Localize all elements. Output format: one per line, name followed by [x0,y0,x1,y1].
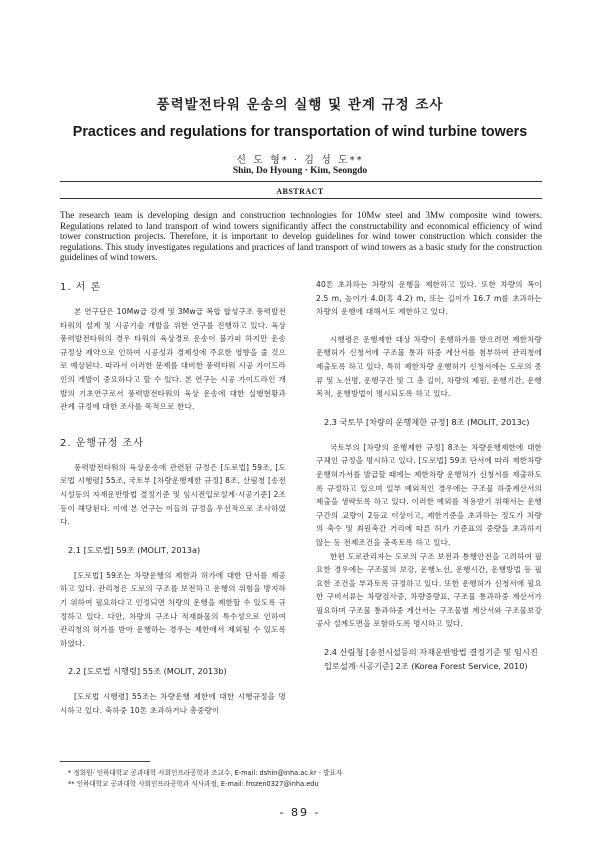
left-column [60,278,286,717]
section-2-3-heading: 2.3 국토부 [차량의 운행제한 규정] 8조 (MOLIT, 2013c) [324,416,530,427]
paper-title-english: Practices and regulations for transportation of wind turbine towers [72,124,528,140]
page-number: - 89 - [279,806,321,819]
section-1-paragraph: 본 연구단은 10Mw급 강재 및 3Mw급 복합 합성구조 풍력발전타워의 설계 및 시공기술 개발을 위한 연구를 진행하고 있다. 육상 풍력발전타워의 경우 타워의 육상경로 운송이 불가피 하지만 운송규정상 제약으로 인하여 시공성과 경제성에 주요한 영향을 줄 것으로 예상된다. 따라서 이러한 문제를 대비한 풍력타워 시공 가이드라인의 개발이 중요하다고 할 수 있다. 본 연구는 시공 가이드라인 개발의 기초연구로서 풍력발전타워의 육상 운송에 대한 실행현황과 관계 규정에 대한 조사를 목적으로 한다. [60,307,286,412]
section-2-2-continued-paragraph: 40톤 초과하는 차량의 운행을 제한하고 있다. 또한 차량의 폭이 2.5 m, 높이가 4.0(혹 4.2) m, 또는 길이가 16.7 m를 초과하는 차량의 운행에 대해서도 제한하고 있다. [316,280,542,317]
section-2-3-paragraph-1: 국토부의 [차량의 운행제한 규정] 8조는 차량운행제한에 대한 구체인 규정을 명시하고 있다. [도로법] 59조 단서에 따라 제한차량 운행허가서를 발급할 때에는 제한차량 운행허가 신청서를 제출하도록 규정하고 있으며 일부 예외적인 경우에는 구조물 하중계산서의 제출을 생략토록 하고 있다. 이러한 예외를 적용받기 위해서는 운행구간의 교량이 2등교 이상이고, 제한기준을 초과하는 정도가 차량의 축수 및 최원축간 거리에 따른 허가 기준표의 중량을 초과하지 않는 등 전제조건을 충족토록 하고 있다. [316,442,542,547]
section-2-3-paragraph-2: 한편 도로관리자는 도로의 구조 보전과 통행안전을 고려하여 필요한 경우에는 구조물의 보강, 운행노선, 운행시간, 운행방법 등 필요한 조건을 부과토록 규정하고 있다. 또한 운행허가 신청서에 필요한 구비서류는 차량검사증, 차량중량표, 구조물 통과하중 계산서가 필요하며 구조물 통과하중 계산서는 구조물별 계산서와 구조물보강공사 설계도면을 포함하도록 명시하고 있다. [316,551,542,629]
section-2-2-second-paragraph: 시행령은 운행제한 대상 차량이 운행하가를 받으려면 제한차량 운행허가 신청서에 구조물 통과 하중 계산서를 첨부하여 관리청에 제출토록 하고 있다. 특히 제한차량 운행허가 신청서에는 도로의 종류 및 노선명, 운행구간 및 그 총 길이, 차량의 제원, 운행기간, 운행목적, 운행방법이 명시되도록 하고 있다. [316,334,542,399]
footnote-separator [60,761,150,762]
section-2-2-heading: 2.2 [도로법 시행령] 55조 (MOLIT, 2013b) [68,666,227,677]
section-2-heading: 2. 운행규정 조사 [60,437,144,449]
footnote-1: * 정회원· 인하대학교 공과대학 사회인프라공학과 조교수, E-mail: dshin@inha.ac.kr - 발표자 [68,769,343,777]
paper-title-korean: 풍력발전타워 운송의 실행 및 관계 규정 조사 [156,97,444,113]
authors-english: Shin, Do Hyoung · Kim, Seongdo [232,166,368,176]
abstract-text: The research team is developing design and construction technologies for 10Mw steel and 3Mw composite wind towers. Regulations related to land transport of wind towers significantly affect the constructability and economical efficiency of wind tower construction projects. Therefore, it is important to develop guidelines for wind tower construction which consider the regulations. This study investigates regulations and practices of land transport of wind towers as a basic study for the construction guidelines of wind towers. [60,210,542,263]
abstract-heading-rule [60,198,542,199]
abstract-heading: ABSTRACT [276,187,324,196]
section-2-1-heading: 2.1 [도로법] 59조 (MOLIT, 2013a) [68,544,201,555]
section-1-heading: 1. 서 론 [60,282,102,293]
section-2-1-paragraph: [도로법] 59조는 차량운행의 제한과 허가에 대한 단서를 제공하고 있다. 관리청은 도로의 구조를 보전하고 운행의 위험을 방지하기 위하여 필요하다고 인정되면 차량의 운행을 제한할 수 있도록 규정하고 있다. 다만, 차량의 구조나 적재화물의 특수성으로 인하여 관리청의 허가를 받아 운행하는 경우는 제한에서 제외될 수 있도록 하였다. [60,570,286,648]
section-2-2-paragraph: [도로법 시행령] 55조는 차량운행 제한에 대한 시행규정을 명시하고 있다. 축하중 10톤 초과하거나 총중량이 [60,692,286,715]
section-2-paragraph: 풍력발전타워의 육상운송에 관련된 규정은 [도로법] 59조, [도로법 시행령] 55조, 국토부 [차량운행제한 규정] 8조, 산림청 [송전시설등의 자재운반방법 결정기준 및 임시전입로설계·시공기준] 2조 등이 해당된다. 이에 본 연구는 이들의 규정을 우선적으로 조사하였다. [60,462,286,527]
section-2-4-heading: 2.4 산림청 [송전시설등의 자재운반방법 결정기준 및 임시진입로설계·시공기준] 2조 (Korea Forest Service, 2010) [324,647,538,672]
authors-korean: 신 도 형* · 김 성 도** [236,155,364,166]
footnotes [60,768,540,789]
right-column [316,278,542,685]
abstract-top-rule [60,181,542,182]
footnote-2: ** 인하대학교 공과대학 사회인프라공학과 석사과정, E-mail: frozen0327@inha.edu [68,779,319,788]
